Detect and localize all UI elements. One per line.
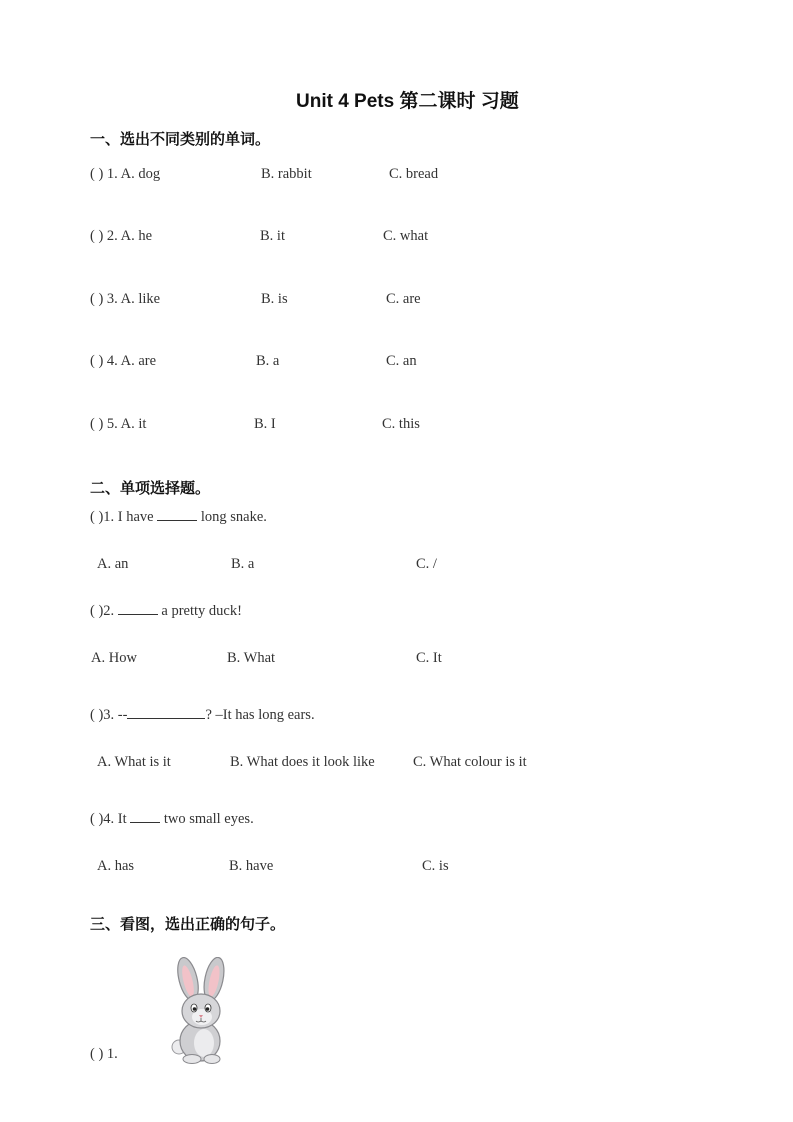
s2-q3-stem-end: ? –It has long ears. xyxy=(205,707,315,723)
answer-blank xyxy=(130,811,160,823)
answer-blank xyxy=(118,603,158,615)
s2-q3-option-b: B. What does it look like xyxy=(230,754,375,770)
s2-q2-option-b: B. What xyxy=(227,650,276,666)
section-1-heading: 一、选出不同类别的单词。 xyxy=(90,130,271,148)
s2-q1-option-b: B. a xyxy=(231,556,255,572)
s2-q2-option-a: A. How xyxy=(91,650,137,666)
s1-q3-stem: ( ) 3. A. like xyxy=(90,291,161,307)
section-2-heading: 二、单项选择题。 xyxy=(90,479,211,497)
s2-q2-stem xyxy=(90,603,242,620)
s1-q1-stem: ( ) 1. A. dog xyxy=(90,166,161,182)
s1-q5-option-b: B. I xyxy=(254,416,276,432)
s2-q1-stem-end: long snake. xyxy=(200,509,267,525)
s1-q3-option-c: C. are xyxy=(386,291,421,307)
s3-q1-stem: ( ) 1. xyxy=(90,1046,118,1062)
page-title: Unit 4 Pets 第二课时 习题 xyxy=(296,91,519,112)
s1-q5-stem: ( ) 5. A. it xyxy=(90,416,147,432)
s2-q3-option-c: C. What colour is it xyxy=(413,754,527,770)
s1-q5-option-c: C. this xyxy=(382,416,420,432)
s1-q1-option-c: C. bread xyxy=(389,166,439,182)
s1-q2-option-c: C. what xyxy=(383,228,429,244)
s2-q4-option-c: C. is xyxy=(422,858,449,874)
s2-q4-option-a: A. has xyxy=(97,858,135,874)
s1-q2-stem: ( ) 2. A. he xyxy=(90,228,153,244)
rabbit-picture xyxy=(162,957,240,1065)
s1-q1-option-b: B. rabbit xyxy=(261,166,312,182)
s2-q4-stem-end: two small eyes. xyxy=(163,811,254,827)
answer-blank xyxy=(157,509,197,521)
s2-q3-stem xyxy=(90,707,315,724)
section-3-heading: 三、看图，选出正确的句子。 xyxy=(90,915,286,933)
s1-q4-option-c: C. an xyxy=(386,353,417,369)
s1-q2-option-b: B. it xyxy=(260,228,285,244)
s2-q4-stem xyxy=(90,811,254,828)
s2-q1-stem xyxy=(90,509,267,526)
s2-q1-stem-start: ( )1. I have xyxy=(90,509,154,525)
s1-q3-option-b: B. is xyxy=(261,291,288,307)
s2-q2-stem-start: ( )2. xyxy=(90,603,115,619)
s1-q4-option-b: B. a xyxy=(256,353,280,369)
s2-q1-option-a: A. an xyxy=(97,556,129,572)
s2-q1-option-c: C. / xyxy=(416,556,437,572)
answer-blank xyxy=(127,707,205,719)
s2-q3-stem-start: ( )3. -- xyxy=(90,707,128,723)
s2-q3-option-a: A. What is it xyxy=(97,754,171,770)
s2-q2-option-c: C. It xyxy=(416,650,442,666)
s2-q4-option-b: B. have xyxy=(229,858,274,874)
s2-q4-stem-start: ( )4. It xyxy=(90,811,127,827)
s2-q2-stem-end: a pretty duck! xyxy=(161,603,242,619)
s1-q4-stem: ( ) 4. A. are xyxy=(90,353,157,369)
